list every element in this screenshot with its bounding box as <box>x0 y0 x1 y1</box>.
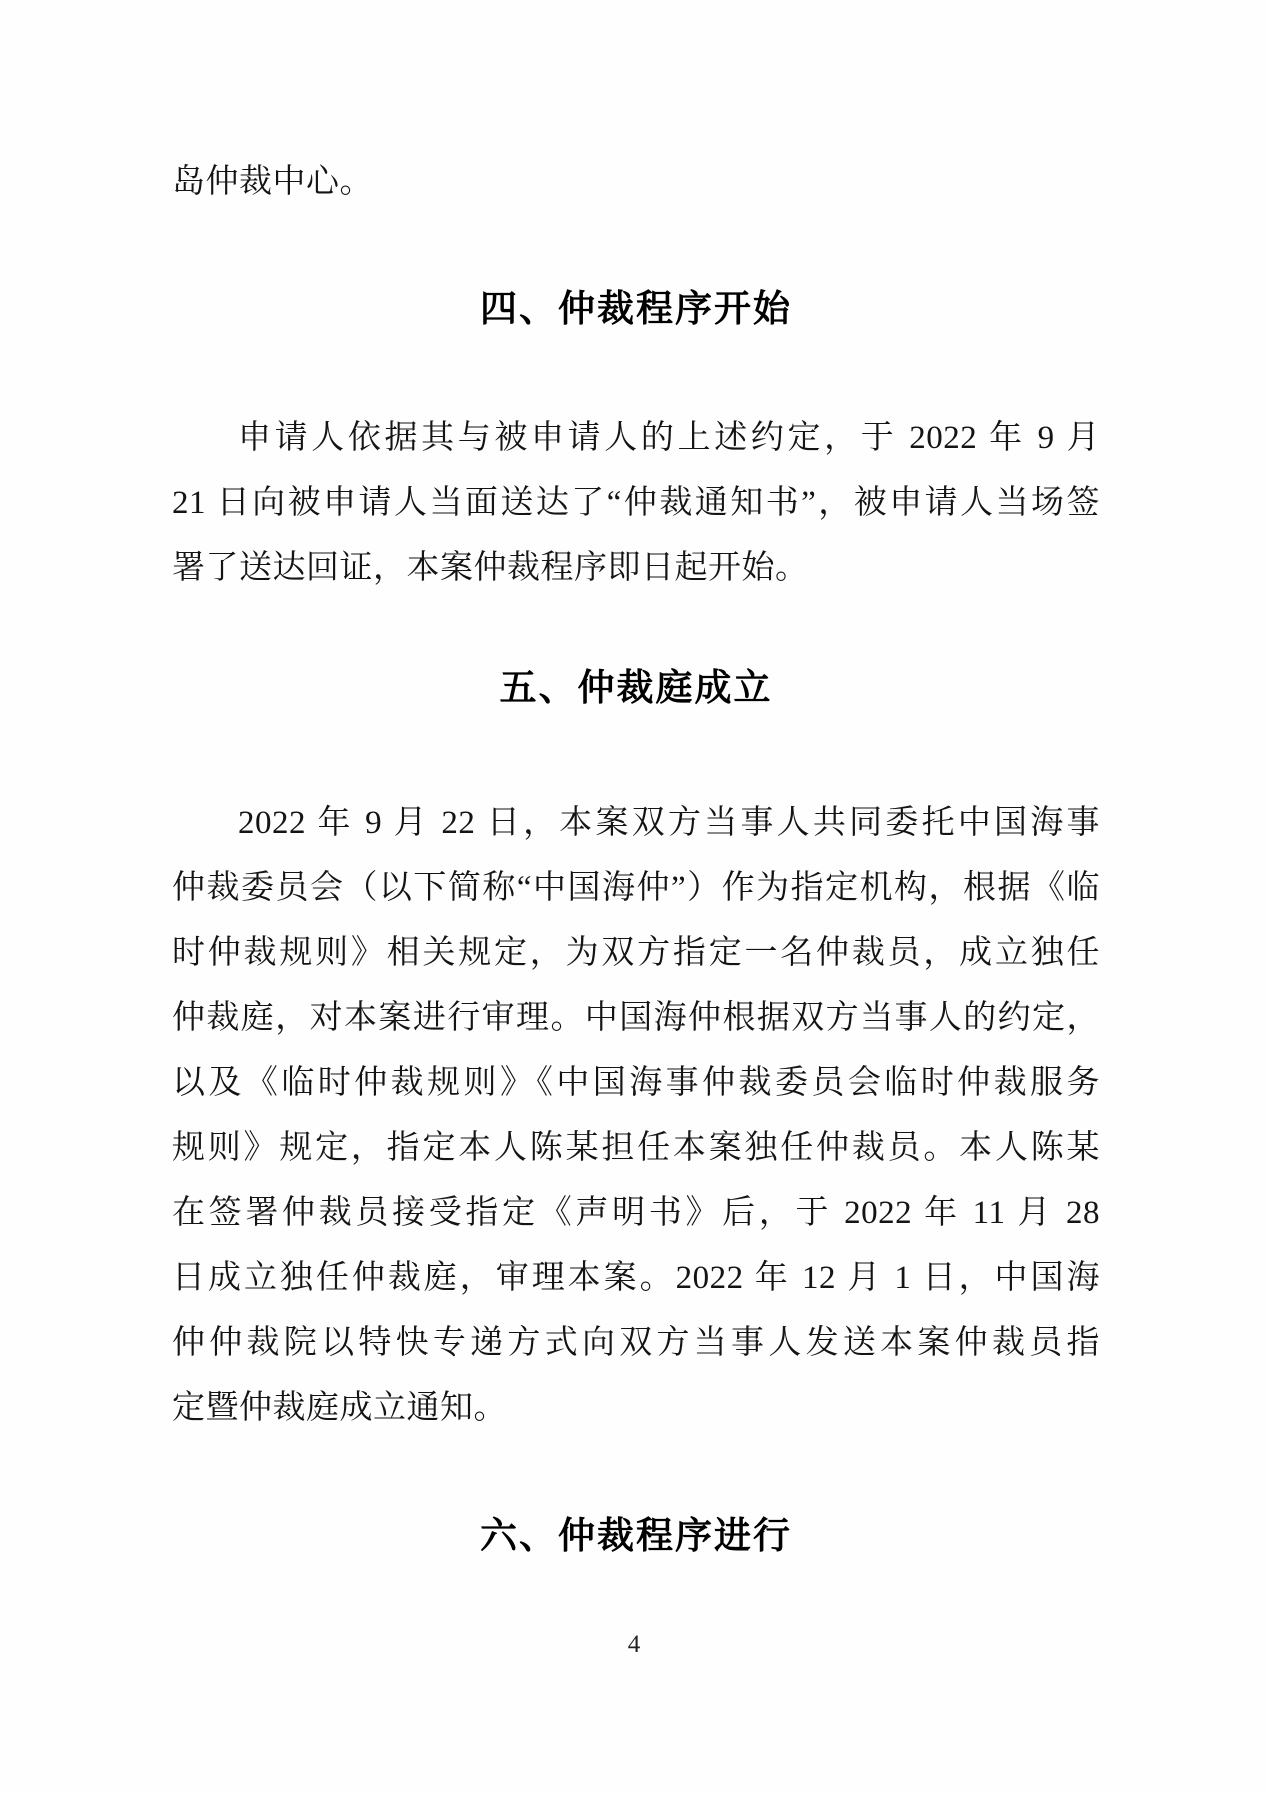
section-heading-tribunal-formation: 五、仲裁庭成立 <box>499 667 773 708</box>
page-number: 4 <box>627 1631 641 1658</box>
paragraph-line: 时仲裁规则》相关规定，为双方指定一名仲裁员，成立独任 <box>172 935 1100 971</box>
paragraph-line: 以及《临时仲裁规则》《中国海事仲裁委员会临时仲裁服务 <box>172 1065 1100 1101</box>
paragraph-line: 仲裁庭，对本案进行审理。中国海仲根据双方当事人的约定， <box>172 1000 1100 1036</box>
paragraph-line: 署了送达回证，本案仲裁程序即日起开始。 <box>172 550 809 586</box>
paragraph-line: 2022 年 9 月 22 日，本案双方当事人共同委托中国海事 <box>238 805 1100 841</box>
continued-paragraph-line: 岛仲裁中心。 <box>172 164 373 200</box>
section-heading-arbitration-start: 四、仲裁程序开始 <box>480 288 792 329</box>
paragraph-line: 仲裁委员会（以下简称“中国海仲”）作为指定机构，根据《临 <box>172 870 1100 906</box>
document-body <box>172 150 1100 1567</box>
paragraph-line: 申请人依据其与被申请人的上述约定，于 2022 年 9 月 <box>238 420 1100 456</box>
section-heading-arbitration-proceeding: 六、仲裁程序进行 <box>480 1515 792 1556</box>
paragraph-line: 在签署仲裁员接受指定《声明书》后，于 2022 年 11 月 28 <box>172 1195 1100 1231</box>
paragraph-line: 定暨仲裁庭成立通知。 <box>172 1390 507 1426</box>
paragraph-line: 仲仲裁院以特快专递方式向双方当事人发送本案仲裁员指 <box>172 1325 1100 1361</box>
paragraph-arbitration-start <box>172 406 1100 601</box>
paragraph-tribunal-formation <box>172 791 1100 1441</box>
paragraph-line: 21 日向被申请人当面送达了“仲裁通知书”，被申请人当场签 <box>172 485 1100 521</box>
paragraph-line: 日成立独任仲裁庭，审理本案。2022 年 12 月 1 日，中国海 <box>172 1260 1100 1296</box>
paragraph-line: 规则》规定，指定本人陈某担任本案独任仲裁员。本人陈某 <box>172 1130 1100 1166</box>
